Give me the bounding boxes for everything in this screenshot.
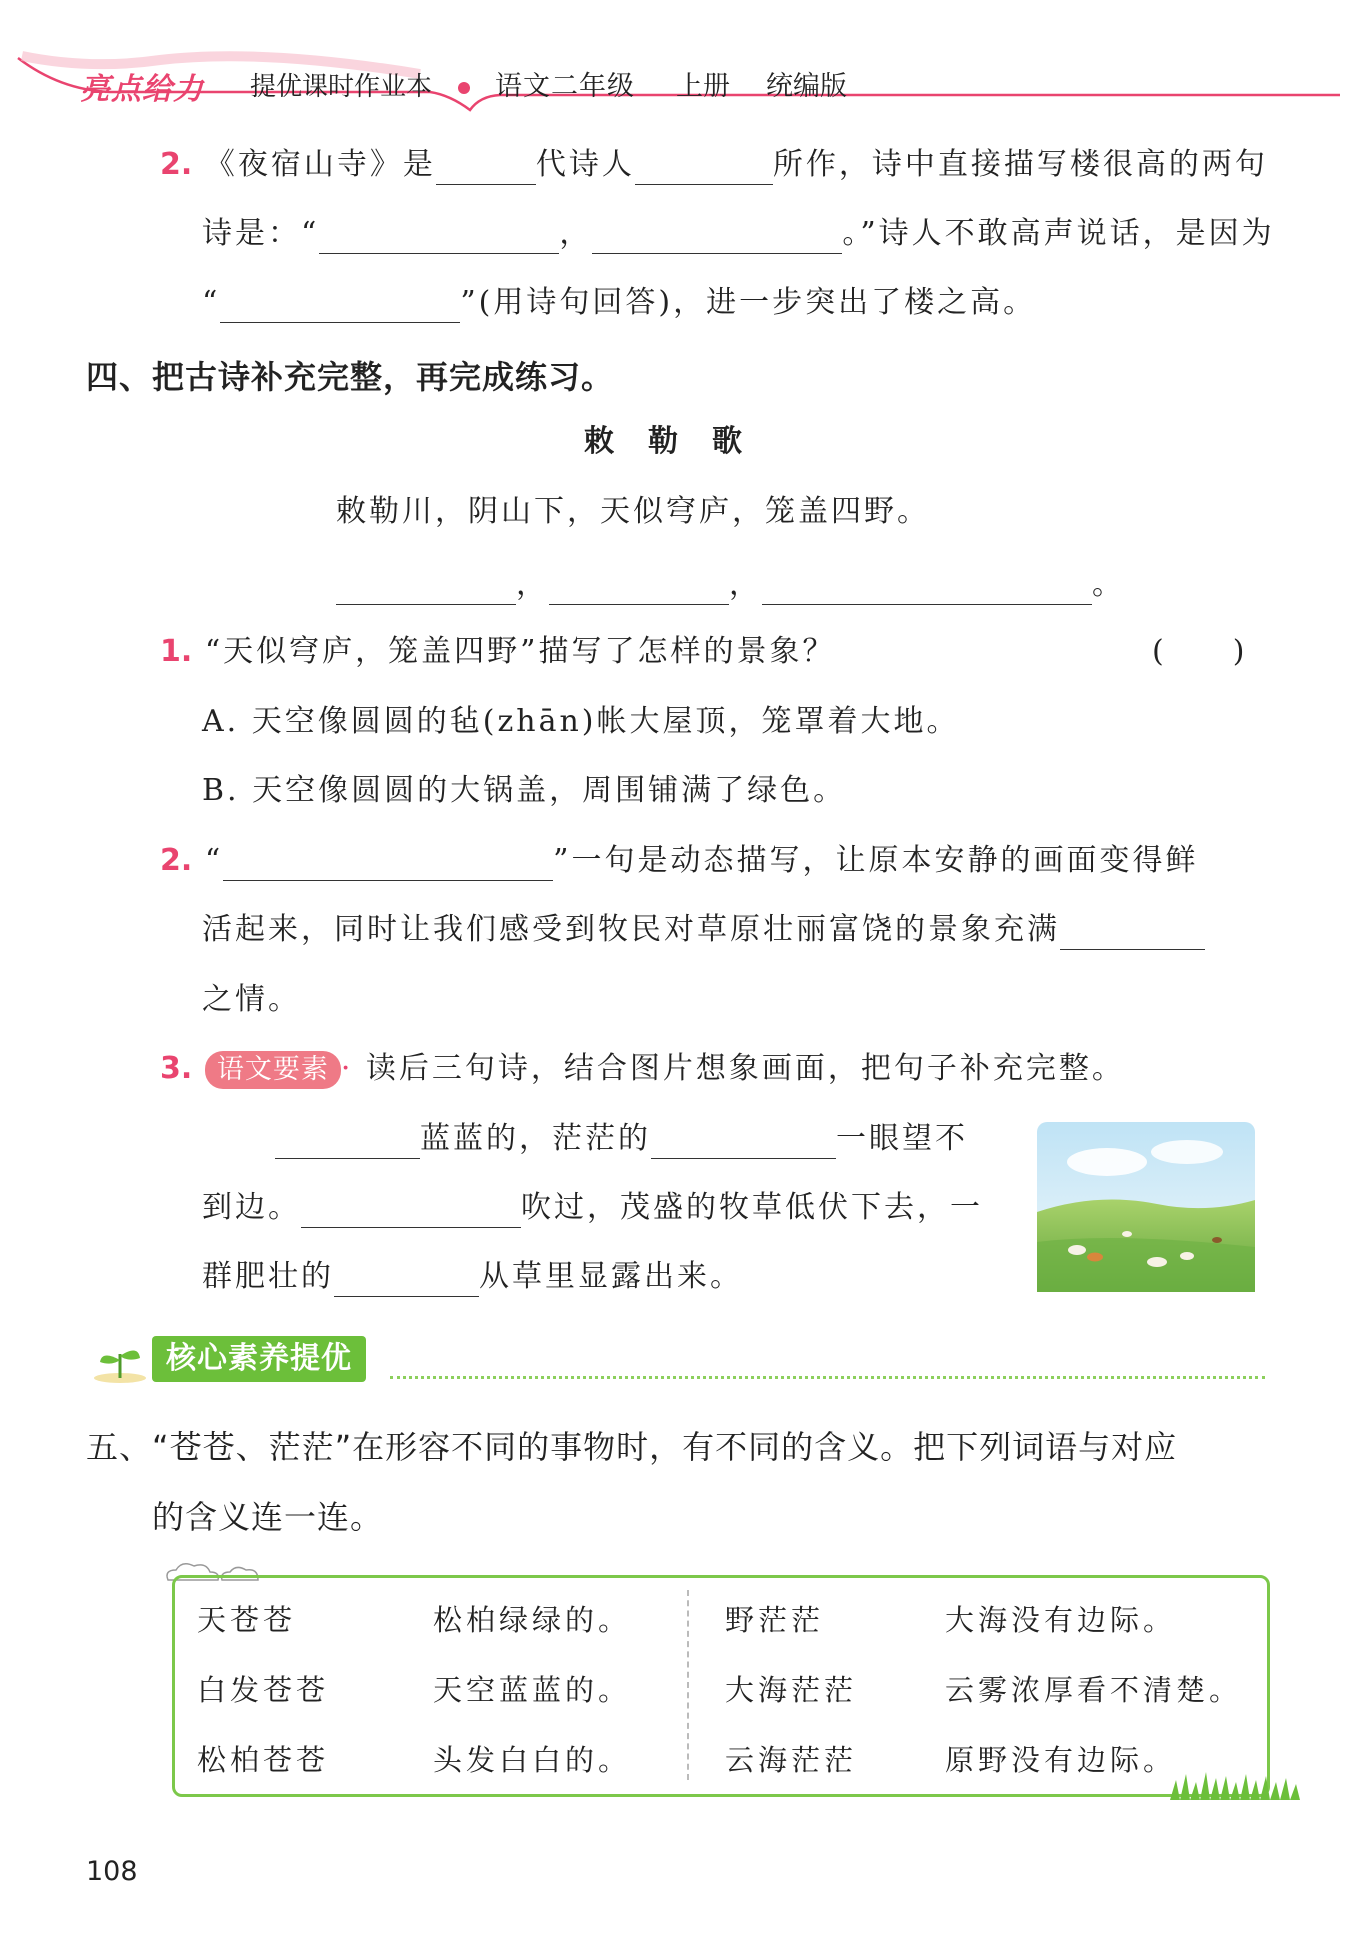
section-5-heading-line-1: 五、“苍苍、茫茫”在形容不同的事物时，有不同的含义。把下列词语与对应 xyxy=(86,1428,1178,1466)
option-b[interactable]: B. 天空像圆圆的大锅盖，周围铺满了绿色。 xyxy=(202,773,847,808)
question-number: 1. xyxy=(160,634,193,669)
s4-q2-text: 活起来，同时让我们感受到牧民对草原壮丽富饶的景象充满 xyxy=(202,912,1060,947)
answer-blank[interactable] xyxy=(1060,918,1205,950)
answer-blank[interactable] xyxy=(220,291,460,323)
answer-blank[interactable] xyxy=(334,1265,479,1297)
section-4-heading: 四、把古诗补充完整，再完成练习。 xyxy=(86,358,615,396)
s4-q3-text: 读后三句诗，结合图片想象画面，把句子补充完整。 xyxy=(365,1051,1125,1086)
match-meaning-left[interactable]: 松柏绿绿的。 xyxy=(433,1603,632,1637)
page-header xyxy=(0,0,1350,120)
grassland-illustration xyxy=(1037,1122,1255,1292)
s4-q3-text: 一眼望不 xyxy=(836,1121,968,1156)
q2-text: 诗是：“ xyxy=(202,216,320,251)
match-meaning-right[interactable]: 大海没有边际。 xyxy=(945,1603,1177,1637)
s4-q2-line-3: 之情。 xyxy=(202,982,301,1017)
answer-blank[interactable] xyxy=(549,573,729,605)
answer-blank[interactable] xyxy=(592,222,842,254)
s4-q1-text: “天似穹庐，笼盖四野”描写了怎样的景象？ xyxy=(204,634,836,669)
match-meaning-right[interactable]: 原野没有边际。 xyxy=(945,1743,1177,1777)
s4-q2-text: ”一句是动态描写，让原本安静的画面变得鲜 xyxy=(553,843,1199,878)
core-banner-label: 核心素养提优 xyxy=(152,1336,366,1382)
q2-text: 所作，诗中直接描写楼很高的两句 xyxy=(772,147,1268,182)
s4-q3-line-3 xyxy=(202,1257,743,1297)
q2-text: ， xyxy=(559,216,593,251)
s4-q1 xyxy=(160,632,836,672)
match-word-right[interactable]: 野茫茫 xyxy=(725,1603,825,1637)
banner-dotted-line xyxy=(390,1376,1265,1379)
q2-text: 代诗人 xyxy=(535,147,635,182)
poem-punctuation: 。 xyxy=(1092,567,1125,602)
question-number: 3. xyxy=(160,1051,193,1086)
match-meaning-right[interactable]: 云雾浓厚看不清楚。 xyxy=(945,1673,1243,1707)
answer-blank[interactable] xyxy=(301,1196,521,1228)
answer-blank[interactable] xyxy=(635,153,773,185)
s4-q3: 3. 语文要素 · 读后三句诗，结合图片想象画面，把句子补充完整。 xyxy=(160,1049,1125,1089)
q2-text: 。”诗人不敢高声说话，是因为 xyxy=(842,216,1275,251)
poem-line-1: 敕勒川，阴山下，天似穹庐，笼盖四野。 xyxy=(336,494,930,529)
skill-tag: 语文要素 xyxy=(205,1051,341,1089)
poem-punctuation: ， xyxy=(516,567,549,602)
s4-q3-text: 吹过，茂盛的牧草低伏下去，一 xyxy=(521,1190,983,1225)
s4-q3-text: 群肥壮的 xyxy=(202,1259,334,1294)
question-number: 2. xyxy=(160,843,193,878)
q2-line-2 xyxy=(202,214,1275,254)
header-dot xyxy=(458,82,470,94)
s4-q3-text: 从草里显露出来。 xyxy=(479,1259,743,1294)
grass-decoration xyxy=(1170,1762,1300,1802)
poem-title: 敕 勒 歌 xyxy=(584,424,744,459)
answer-blank[interactable] xyxy=(651,1127,836,1159)
q2-text: ”(用诗句回答)，进一步突出了楼之高。 xyxy=(460,285,1037,320)
page-number: 108 xyxy=(86,1856,138,1887)
column-divider xyxy=(687,1590,689,1780)
q2-text: 《夜宿山寺》是 xyxy=(204,147,436,182)
q2-text: “ xyxy=(202,285,221,320)
core-section-banner xyxy=(90,1332,1265,1387)
poem-line-2 xyxy=(336,565,1125,605)
match-word-left[interactable]: 白发苍苍 xyxy=(197,1673,330,1707)
sprout-icon xyxy=(90,1332,150,1387)
match-word-left[interactable]: 天苍苍 xyxy=(197,1603,297,1637)
section-5-heading-line-2: 的含义连一连。 xyxy=(152,1498,384,1536)
s4-q2-text: “ xyxy=(204,843,224,878)
s4-q3-text: 到边。 xyxy=(202,1190,301,1225)
edition-label: 统编版 xyxy=(766,71,847,102)
answer-blank[interactable] xyxy=(762,573,1092,605)
s4-q3-line-1 xyxy=(275,1119,968,1159)
q2-line-1 xyxy=(160,145,1268,185)
answer-blank[interactable] xyxy=(275,1127,420,1159)
s4-q3-text: 蓝蓝的，茫茫的 xyxy=(420,1121,651,1156)
match-word-right[interactable]: 大海茫茫 xyxy=(725,1673,858,1707)
subject-grade: 语文二年级 xyxy=(495,71,635,102)
volume-label: 上册 xyxy=(676,71,730,102)
brand-title: 亮点给力 xyxy=(80,72,204,107)
s4-q2-line-2 xyxy=(202,910,1205,950)
answer-blank[interactable] xyxy=(436,153,536,185)
match-meaning-left[interactable]: 天空蓝蓝的。 xyxy=(433,1673,632,1707)
match-word-right[interactable]: 云海茫茫 xyxy=(725,1743,858,1777)
question-number: 2. xyxy=(160,147,193,182)
s4-q2-line-1 xyxy=(160,841,1199,881)
q2-line-3 xyxy=(202,283,1036,323)
match-word-left[interactable]: 松柏苍苍 xyxy=(197,1743,330,1777)
answer-blank[interactable] xyxy=(319,222,559,254)
answer-parentheses[interactable]: ( ) xyxy=(1152,634,1248,669)
match-meaning-left[interactable]: 头发白白的。 xyxy=(433,1743,632,1777)
matching-box xyxy=(172,1575,1270,1797)
series-title: 提优课时作业本 xyxy=(250,72,433,102)
option-a[interactable]: A. 天空像圆圆的毡(zhān)帐大屋顶，笼罩着大地。 xyxy=(202,704,960,739)
poem-punctuation: ， xyxy=(729,567,762,602)
answer-blank[interactable] xyxy=(336,573,516,605)
answer-blank[interactable] xyxy=(223,849,553,881)
s4-q3-line-2 xyxy=(202,1188,983,1228)
